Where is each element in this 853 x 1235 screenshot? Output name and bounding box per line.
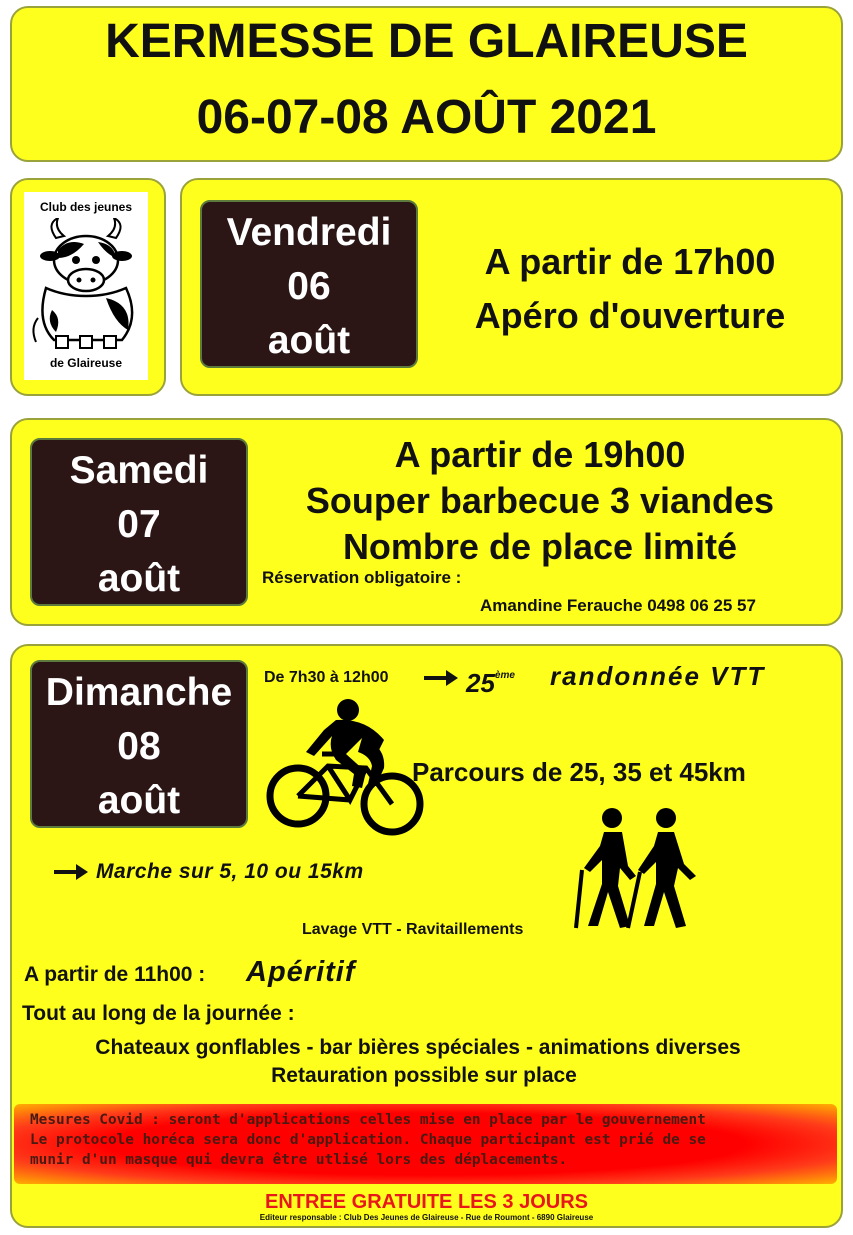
cow-mascot-icon — [28, 218, 144, 354]
parcours: Parcours de 25, 35 et 45km — [412, 757, 746, 787]
activities: Chateaux gonflables - bar bières spéciales - animations diverses — [95, 1036, 741, 1059]
saturday-limit: Nombre de place limité — [342, 526, 738, 567]
covid-line-3: munir d'un masque qui devra être utlisé lors des déplacements. — [30, 1152, 568, 1168]
editor-note: Editeur responsable : Club Des Jeunes de Glaireuse - Rue de Roumont - 6890 Glaireuse — [259, 1213, 594, 1222]
cyclist-icon — [266, 696, 426, 836]
sunday-day-box — [30, 660, 248, 828]
logo-top-text: Club des jeunes — [39, 200, 133, 214]
logo-bottom-text: de Glaireuse — [49, 356, 123, 370]
vtt-label: randonnée VTT — [550, 661, 766, 691]
friday-num: 06 — [287, 265, 331, 308]
arrow-right-icon — [424, 668, 458, 688]
friday-day-box — [200, 200, 418, 368]
saturday-contact: Amandine Ferauche 0498 06 25 57 — [480, 596, 756, 615]
saturday-day-box — [30, 438, 248, 606]
covid-line-2: Le protocole horéca sera donc d'application. Chaque participant est prié de se — [30, 1132, 706, 1148]
sunday-month: août — [97, 779, 181, 822]
free-entry: ENTREE GRATUITE LES 3 JOURS — [264, 1191, 588, 1213]
lavage: Lavage VTT - Ravitaillements — [302, 921, 524, 938]
saturday-day: Samedi — [69, 449, 209, 492]
vtt-edition-number: 25 — [466, 668, 495, 698]
sunday-num: 08 — [117, 725, 161, 768]
friday-day: Vendredi — [226, 211, 392, 254]
club-logo — [24, 192, 148, 380]
covid-notice — [14, 1104, 837, 1184]
arrow-right-icon — [54, 862, 88, 882]
saturday-reservation: Réservation obligatoire : — [262, 568, 462, 587]
hikers-icon — [574, 806, 704, 930]
friday-time: A partir de 17h00 — [484, 241, 776, 282]
all-day: Tout au long de la journée : — [22, 1002, 295, 1025]
apero-time: A partir de 11h00 : — [24, 963, 206, 986]
saturday-month: août — [97, 557, 181, 600]
vtt-edition — [466, 660, 515, 699]
saturday-time: A partir de 19h00 — [394, 434, 686, 475]
friday-event: Apéro d'ouverture — [474, 295, 786, 336]
apero-label: Apéritif — [246, 956, 356, 988]
event-dates: 06-07-08 AOÛT 2021 — [196, 91, 657, 144]
saturday-num: 07 — [117, 503, 161, 546]
vtt-time: De 7h30 à 12h00 — [264, 669, 389, 686]
food: Retauration possible sur place — [271, 1064, 577, 1087]
sunday-day: Dimanche — [45, 671, 233, 714]
covid-line-1: Mesures Covid : seront d'applications celles mise en place par le gouvernement — [30, 1112, 706, 1128]
friday-month: août — [267, 319, 351, 362]
marche: Marche sur 5, 10 ou 15km — [96, 860, 364, 883]
event-title: KERMESSE DE GLAIREUSE — [105, 15, 748, 68]
vtt-edition-sup: ème — [494, 670, 515, 681]
saturday-event: Souper barbecue 3 viandes — [305, 480, 775, 521]
